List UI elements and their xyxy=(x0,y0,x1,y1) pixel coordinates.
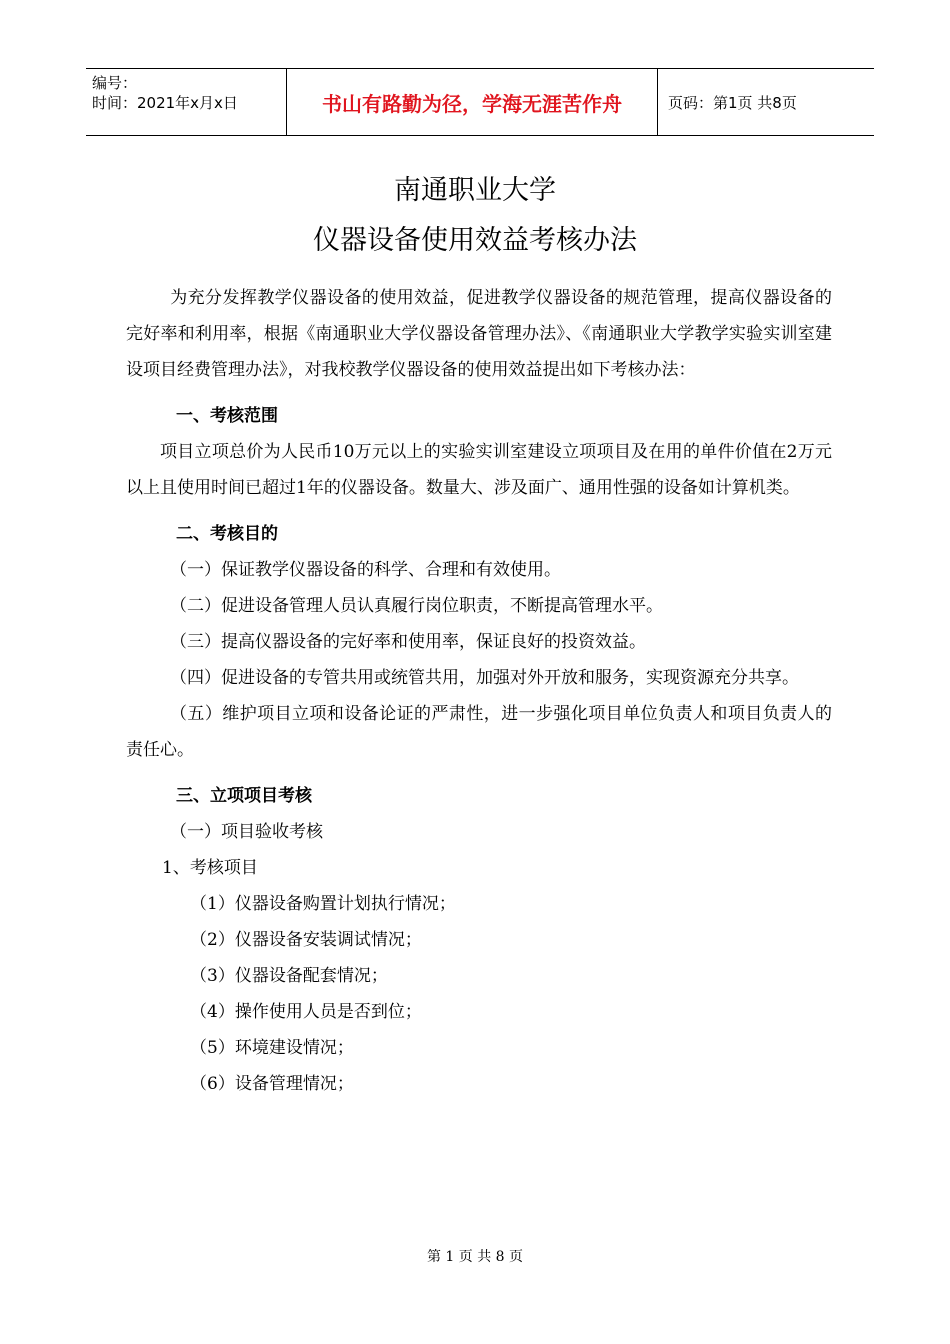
section3-subheading: （一）项目验收考核 xyxy=(170,822,323,842)
list-item: （4）操作使用人员是否到位； xyxy=(190,1002,422,1022)
list-item: （四）促进设备的专管共用或统管共用，加强对外开放和服务，实现资源充分共享。 xyxy=(170,668,799,688)
list-item: （3）仪器设备配套情况； xyxy=(190,966,388,986)
number-label: 编号： xyxy=(92,74,138,92)
section1-body: 项目立项总价为人民币10万元以上的实验实训室建设立项项目及在用的单件价值在2万元以上且使用时间已超过1年的仪器设备。数量大、涉及面广、通用性强的设备如计算机类。 xyxy=(126,442,832,498)
list-item: （三）提高仪器设备的完好率和使用率，保证良好的投资效益。 xyxy=(170,632,646,652)
section2-heading: 二、考核目的 xyxy=(176,524,278,544)
header-motto: 书山有路勤为径，学海无涯苦作舟 xyxy=(286,69,658,135)
document-title-line1: 南通职业大学 xyxy=(394,175,556,206)
list-item: （一）保证教学仪器设备的科学、合理和有效使用。 xyxy=(170,560,561,580)
list-item: （6）设备管理情况； xyxy=(190,1074,354,1094)
list-item: （二）促进设备管理人员认真履行岗位职责，不断提高管理水平。 xyxy=(170,596,663,616)
list-item: （1）仪器设备购置计划执行情况； xyxy=(190,894,456,914)
section1-heading: 一、考核范围 xyxy=(176,406,278,426)
list-item: （5）环境建设情况； xyxy=(190,1038,354,1058)
header-page-label: 页码：第1页 共8页 xyxy=(668,93,797,112)
list-item: （五）维护项目立项和设备论证的严肃性，进一步强化项目单位负责人和项目负责人的责任心。 xyxy=(126,704,832,760)
document-title-line2: 仪器设备使用效益考核办法 xyxy=(313,225,637,256)
page-footer: 第 1 页 共 8 页 xyxy=(426,1249,524,1265)
section3-subsubheading: 1、考核项目 xyxy=(162,858,258,878)
intro-paragraph: 为充分发挥教学仪器设备的使用效益，促进教学仪器设备的规范管理，提高仪器设备的完好率和利用率，根据《南通职业大学仪器设备管理办法》、《南通职业大学教学实验实训室建设项目经费管理办法》，对我校教学仪器设备的使用效益提出如下考核办法： xyxy=(126,288,832,380)
list-item: （2）仪器设备安装调试情况； xyxy=(190,930,422,950)
date-label: 时间：2021年x月x日 xyxy=(92,94,238,112)
page-header xyxy=(86,68,874,136)
document-body xyxy=(126,280,832,1102)
header-meta xyxy=(86,69,286,135)
section3-heading: 三、立项项目考核 xyxy=(176,786,312,806)
